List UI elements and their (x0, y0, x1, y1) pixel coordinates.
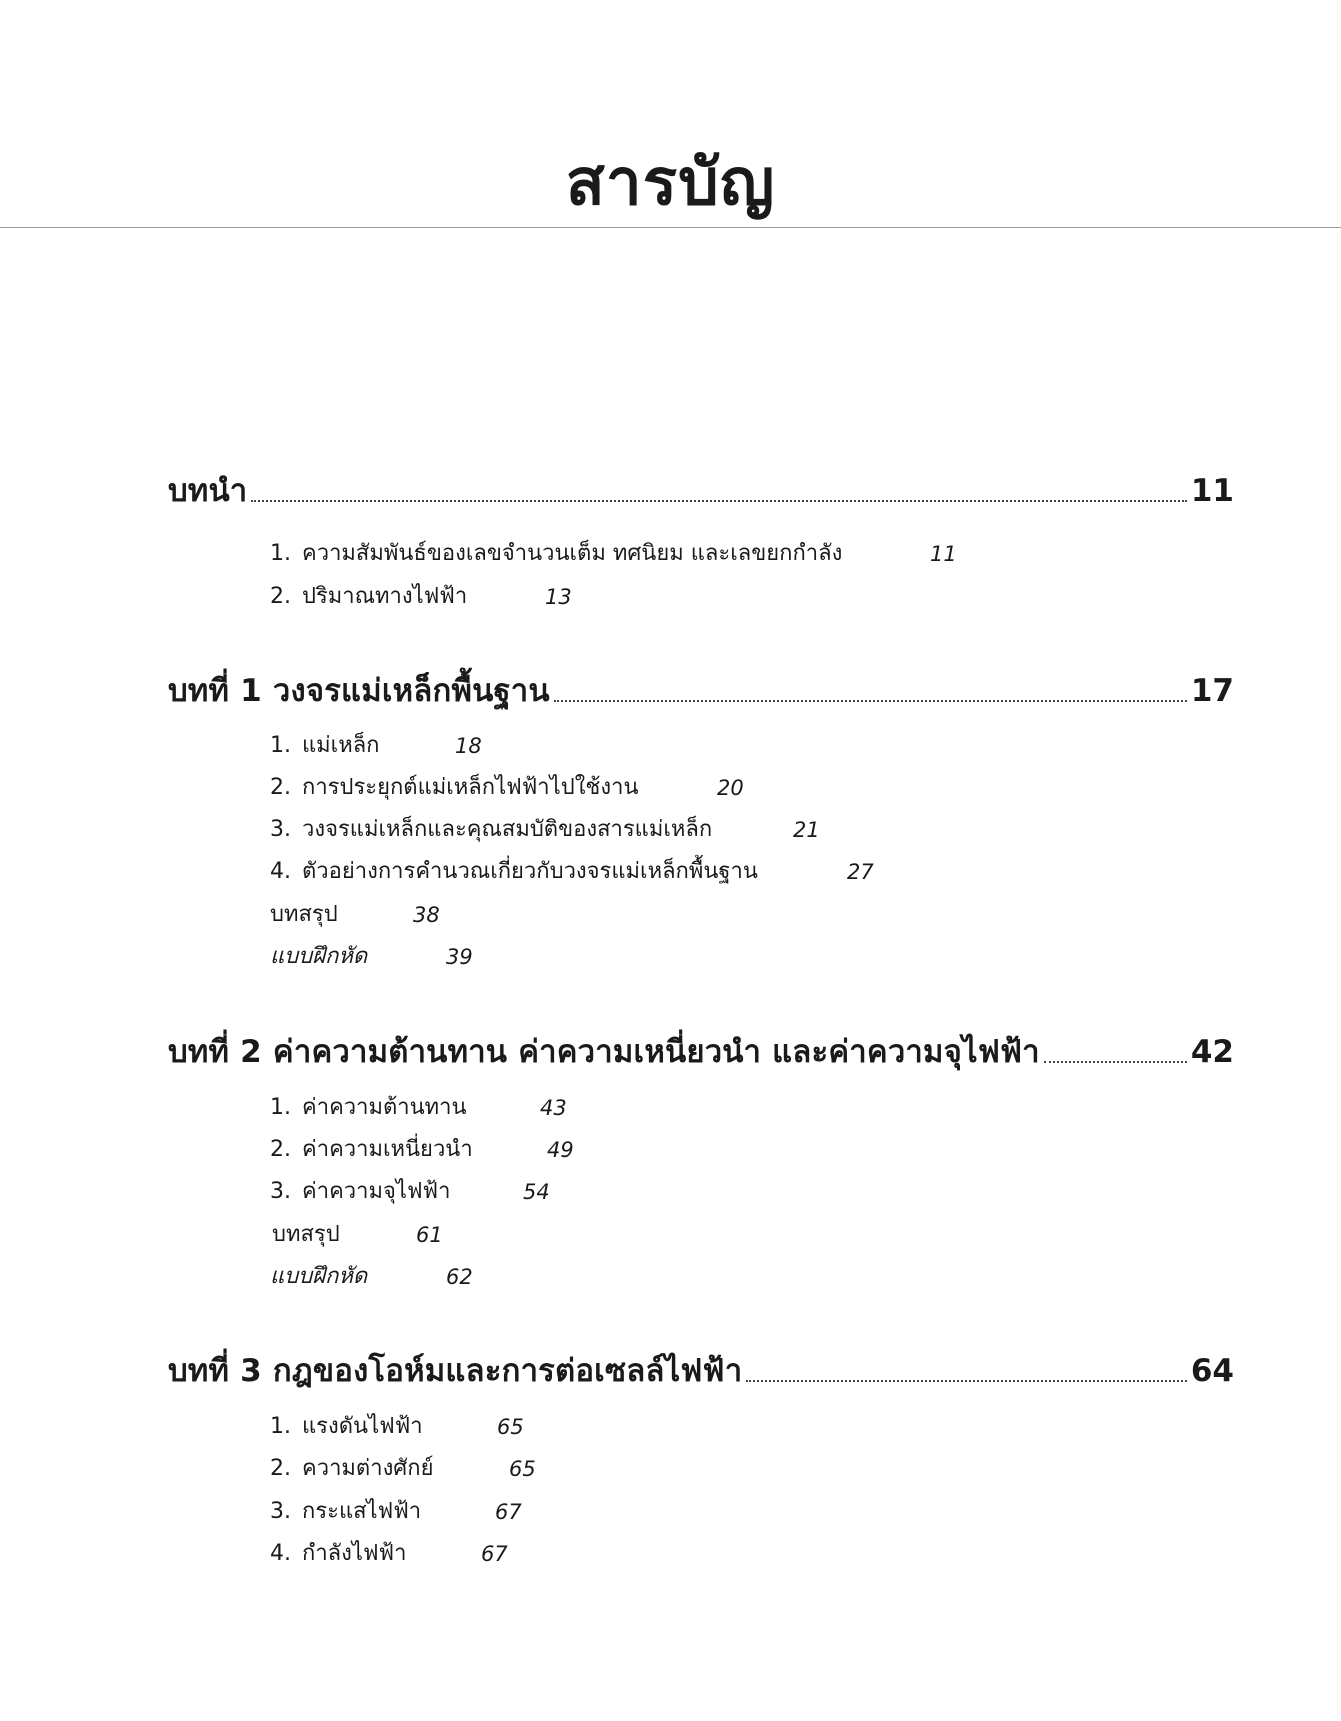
toc-entry[interactable] (270, 1451, 536, 1487)
entry-page-number: 54 (523, 1180, 550, 1204)
entry-number: 3. (270, 1179, 291, 1204)
dot-leader (1044, 1061, 1187, 1063)
entry-page-number: 27 (847, 860, 874, 884)
entry-page-number: 38 (413, 903, 440, 927)
chapter-title: บทที่ 2 ค่าความต้านทาน ค่าความเหนี่ยวนำ และค่าความจุไฟฟ้า (168, 1034, 1040, 1070)
toc-entry-exercise[interactable] (270, 939, 473, 975)
dot-leader (251, 500, 1187, 502)
entry-number: 1. (270, 733, 291, 758)
entry-title: การประยุกต์แม่เหล็กไฟฟ้าไปใช้งาน (302, 775, 639, 800)
chapter-title: บทที่ 3 กฎของโอห์มและการต่อเซลล์ไฟฟ้า (168, 1353, 743, 1389)
chapter-title: บทที่ 1 วงจรแม่เหล็กพื้นฐาน (168, 673, 550, 709)
entry-page-number: 13 (545, 585, 572, 609)
entry-title: ค่าความจุไฟฟ้า (302, 1179, 451, 1204)
entry-title: แรงดันไฟฟ้า (302, 1414, 423, 1439)
entry-page-number: 20 (717, 776, 744, 800)
toc-chapter-2[interactable] (168, 1022, 1234, 1072)
entry-number: 4. (270, 859, 291, 884)
entry-title: แม่เหล็ก (302, 733, 380, 758)
entry-page-number: 61 (416, 1223, 443, 1247)
toc-entry[interactable] (270, 1132, 574, 1168)
entry-title: ค่าความต้านทาน (302, 1095, 467, 1120)
toc-chapter-1[interactable] (168, 661, 1234, 711)
toc-entry[interactable] (270, 1174, 550, 1210)
entry-title: กำลังไฟฟ้า (302, 1541, 407, 1566)
entry-number: 2. (270, 1137, 291, 1162)
toc-entry-exercise[interactable] (270, 1259, 473, 1295)
toc-entry[interactable] (270, 728, 482, 764)
toc-entry[interactable] (270, 854, 874, 890)
toc-entry[interactable] (270, 1536, 508, 1572)
entry-page-number: 67 (481, 1542, 508, 1566)
chapter-page-number: 64 (1190, 1353, 1234, 1389)
entry-title: ตัวอย่างการคำนวณเกี่ยวกับวงจรแม่เหล็กพื้นฐาน (302, 859, 758, 884)
toc-chapter-3[interactable] (168, 1341, 1234, 1391)
entry-title: ปริมาณทางไฟฟ้า (302, 584, 468, 609)
entry-title: บทสรุป (270, 902, 338, 927)
entry-page-number: 21 (793, 818, 820, 842)
entry-number: 2. (270, 1456, 291, 1481)
entry-number: 1. (270, 1414, 291, 1439)
entry-page-number: 49 (547, 1138, 574, 1162)
toc-entry[interactable] (270, 536, 957, 572)
toc-entry[interactable] (270, 579, 572, 615)
chapter-page-number: 42 (1190, 1034, 1234, 1070)
entry-page-number: 62 (446, 1265, 473, 1289)
toc-entry[interactable] (270, 1090, 567, 1126)
dot-leader (746, 1380, 1187, 1382)
entry-page-number: 18 (455, 734, 482, 758)
entry-number: 3. (270, 1499, 291, 1524)
entry-number: 4. (270, 1541, 291, 1566)
entry-number: 1. (270, 541, 291, 566)
dot-leader (554, 700, 1187, 702)
entry-number: 1. (270, 1095, 291, 1120)
entry-title: บทสรุป (272, 1222, 340, 1247)
toc-entry[interactable] (270, 1409, 524, 1445)
entry-title: ความต่างศักย์ (302, 1456, 434, 1481)
entry-number: 3. (270, 817, 291, 842)
entry-number: 2. (270, 584, 291, 609)
entry-page-number: 67 (495, 1500, 522, 1524)
toc-entry[interactable] (270, 770, 744, 806)
entry-number: 2. (270, 775, 291, 800)
entry-title: แบบฝึกหัด (270, 944, 368, 969)
chapter-page-number: 17 (1190, 673, 1234, 709)
entry-page-number: 11 (930, 542, 957, 566)
page-title: สารบัญ (565, 146, 776, 220)
entry-title: แบบฝึกหัด (270, 1264, 368, 1289)
chapter-title: บทนำ (168, 473, 248, 509)
toc-entry[interactable] (270, 1494, 522, 1530)
entry-title: วงจรแม่เหล็กและคุณสมบัติของสารแม่เหล็ก (302, 817, 713, 842)
toc-entry[interactable] (270, 812, 820, 848)
toc-entry-summary[interactable] (272, 1217, 443, 1253)
chapter-page-number: 11 (1190, 473, 1234, 509)
entry-page-number: 39 (446, 945, 473, 969)
entry-title: ค่าความเหนี่ยวนำ (302, 1137, 473, 1162)
toc-entry-summary[interactable] (270, 897, 440, 933)
toc-chapter-intro[interactable] (168, 461, 1234, 511)
entry-title: กระแสไฟฟ้า (302, 1499, 422, 1524)
entry-title: ความสัมพันธ์ของเลขจำนวนเต็ม ทศนิยม และเลขยกกำลัง (302, 541, 843, 566)
entry-page-number: 65 (497, 1415, 524, 1439)
entry-page-number: 43 (540, 1096, 567, 1120)
entry-page-number: 65 (509, 1457, 536, 1481)
